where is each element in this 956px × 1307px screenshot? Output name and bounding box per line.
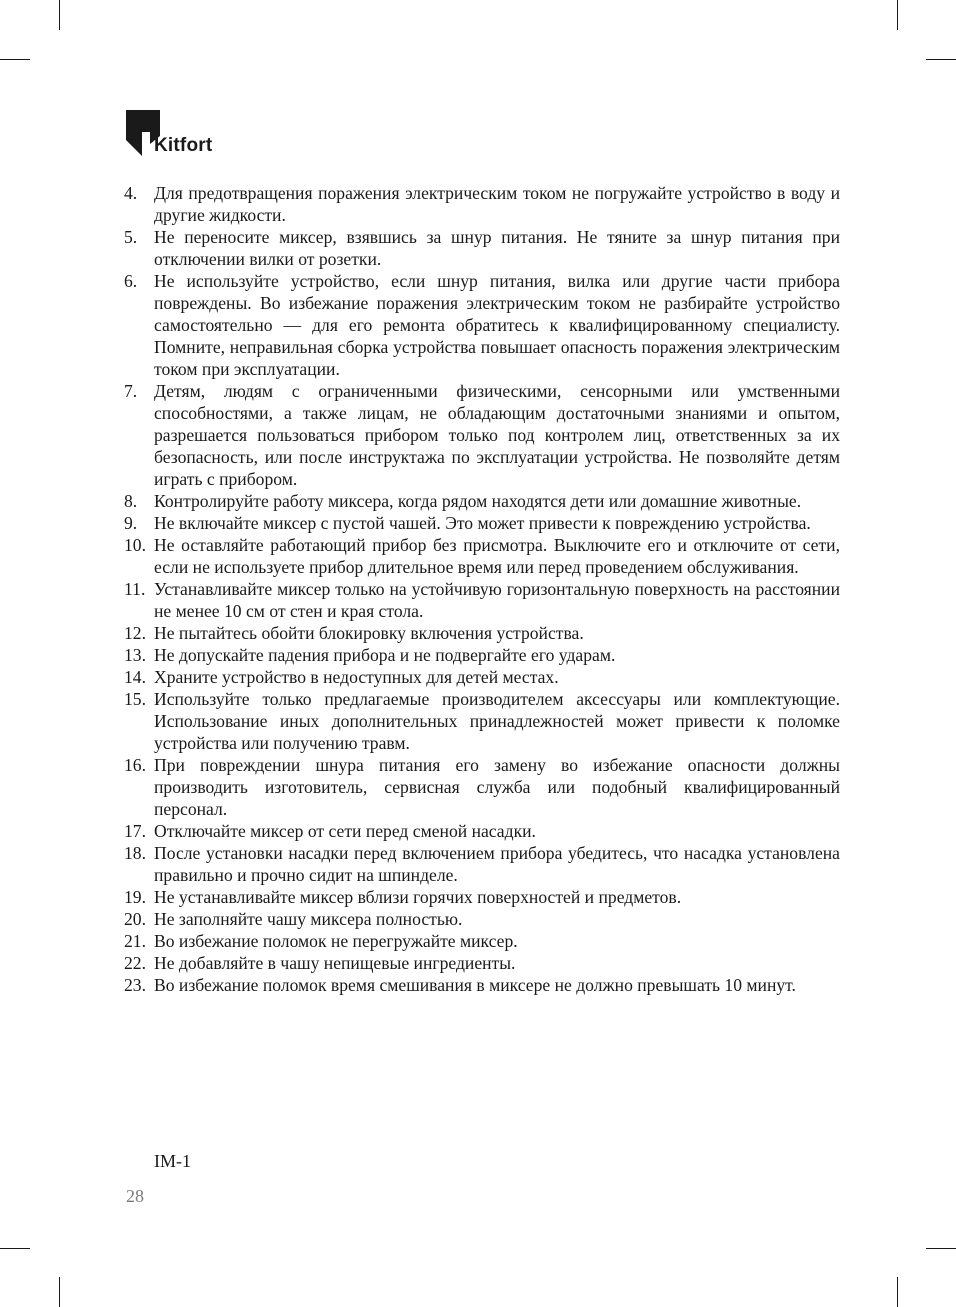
item-number: 20. bbox=[124, 909, 146, 929]
item-number: 18. bbox=[124, 843, 146, 863]
list-item bbox=[124, 490, 840, 512]
list-item bbox=[124, 688, 840, 754]
list-item bbox=[124, 974, 840, 996]
item-text: Не заполняйте чашу миксера полностью. bbox=[154, 909, 463, 929]
list-item bbox=[124, 644, 840, 666]
list-item bbox=[124, 512, 840, 534]
item-text: Для предотвращения поражения электрическим током не погружайте устройство в воду и другие жидкости. bbox=[154, 183, 840, 225]
list-item bbox=[124, 270, 840, 380]
item-number: 10. bbox=[124, 535, 146, 555]
crop-mark bbox=[0, 59, 30, 60]
item-number: 9. bbox=[124, 513, 138, 533]
item-text: Не включайте миксер с пустой чашей. Это может привести к повреждению устройства. bbox=[154, 513, 811, 533]
item-text: Во избежание поломок время смешивания в миксере не должно превышать 10 минут. bbox=[154, 975, 796, 995]
item-number: 23. bbox=[124, 975, 146, 995]
brand-name: Kitfort bbox=[154, 135, 213, 156]
list-item bbox=[124, 842, 840, 886]
item-number: 14. bbox=[124, 667, 146, 687]
item-text: После установки насадки перед включением прибора убедитесь, что насадка установлена правильно и прочно сидит на шпинделе. bbox=[154, 843, 840, 885]
list-item bbox=[124, 534, 840, 578]
list-item bbox=[124, 622, 840, 644]
item-number: 8. bbox=[124, 491, 138, 511]
item-text: Устанавливайте миксер только на устойчивую горизонтальную поверхность на расстоянии не менее 10 см от стен и края стола. bbox=[154, 579, 840, 621]
page-number: 28 bbox=[126, 1186, 144, 1206]
item-text: При повреждении шнура питания его замену во избежание опасности должны производить изготовитель, сервисная служба или подобный квалифицированный персонал. bbox=[154, 755, 840, 819]
item-text: Используйте только предлагаемые производителем аксессуары или комплектующие. Использование иных дополнительных принадлежностей может привести к поломке устройства или получению травм. bbox=[154, 689, 840, 753]
list-item bbox=[124, 578, 840, 622]
crop-mark bbox=[0, 1248, 30, 1249]
item-text: Во избежание поломок не перегружайте миксер. bbox=[154, 931, 518, 951]
crop-mark bbox=[897, 0, 898, 30]
crop-mark bbox=[59, 0, 60, 30]
item-number: 7. bbox=[124, 381, 138, 401]
item-text: Не пытайтесь обойти блокировку включения устройства. bbox=[154, 623, 584, 643]
list-item bbox=[124, 754, 840, 820]
crop-mark bbox=[926, 59, 956, 60]
crop-mark bbox=[926, 1248, 956, 1249]
item-number: 13. bbox=[124, 645, 146, 665]
item-number: 21. bbox=[124, 931, 146, 951]
item-text: Детям, людям с ограниченными физическими, сенсорными или умственными способностями, а также лицам, не обладающим достаточными знаниями и опытом, разрешается пользоваться прибором только под контролем лиц, ответственных за их безопасность, или после инструктажа по эксплуатации устройства. Не позволяйте детям играть с прибором. bbox=[154, 381, 840, 489]
model-code: IM-1 bbox=[154, 1151, 191, 1171]
item-number: 15. bbox=[124, 689, 146, 709]
safety-instructions-list bbox=[124, 182, 840, 996]
item-number: 19. bbox=[124, 887, 146, 907]
item-number: 12. bbox=[124, 623, 146, 643]
item-number: 11. bbox=[124, 579, 146, 599]
item-number: 17. bbox=[124, 821, 146, 841]
crop-mark bbox=[59, 1277, 60, 1307]
item-text: Контролируйте работу миксера, когда рядом находятся дети или домашние животные. bbox=[154, 491, 802, 511]
item-text: Отключайте миксер от сети перед сменой насадки. bbox=[154, 821, 536, 841]
list-item bbox=[124, 182, 840, 226]
list-item bbox=[124, 820, 840, 842]
list-item bbox=[124, 952, 840, 974]
list-item bbox=[124, 226, 840, 270]
item-number: 4. bbox=[124, 183, 138, 203]
list-item bbox=[124, 930, 840, 952]
list-item bbox=[124, 666, 840, 688]
list-item bbox=[124, 886, 840, 908]
item-text: Не допускайте падения прибора и не подвергайте его ударам. bbox=[154, 645, 616, 665]
item-text: Не используйте устройство, если шнур питания, вилка или другие части прибора повреждены. Во избежание поражения электрическим током не разбирайте устройство самостоятельно — для его ремонта обратитесь к квалифицированному специалисту. Помните, неправильная сборка устройства повышает опасность поражения электрическим током при эксплуатации. bbox=[154, 271, 840, 379]
item-text: Храните устройство в недоступных для детей местах. bbox=[154, 667, 559, 687]
item-text: Не переносите миксер, взявшись за шнур питания. Не тяните за шнур питания при отключении вилки от розетки. bbox=[154, 227, 840, 269]
item-number: 5. bbox=[124, 227, 138, 247]
list-item bbox=[124, 380, 840, 490]
item-text: Не оставляйте работающий прибор без присмотра. Выключите его и отключите от сети, если не используете прибор длительное время или перед проведением обслуживания. bbox=[154, 535, 840, 577]
item-number: 22. bbox=[124, 953, 146, 973]
item-text: Не устанавливайте миксер вблизи горячих поверхностей и предметов. bbox=[154, 887, 682, 907]
crop-mark bbox=[897, 1277, 898, 1307]
list-item bbox=[124, 908, 840, 930]
item-text: Не добавляйте в чашу непищевые ингредиенты. bbox=[154, 953, 516, 973]
item-number: 6. bbox=[124, 271, 138, 291]
item-number: 16. bbox=[124, 755, 146, 775]
